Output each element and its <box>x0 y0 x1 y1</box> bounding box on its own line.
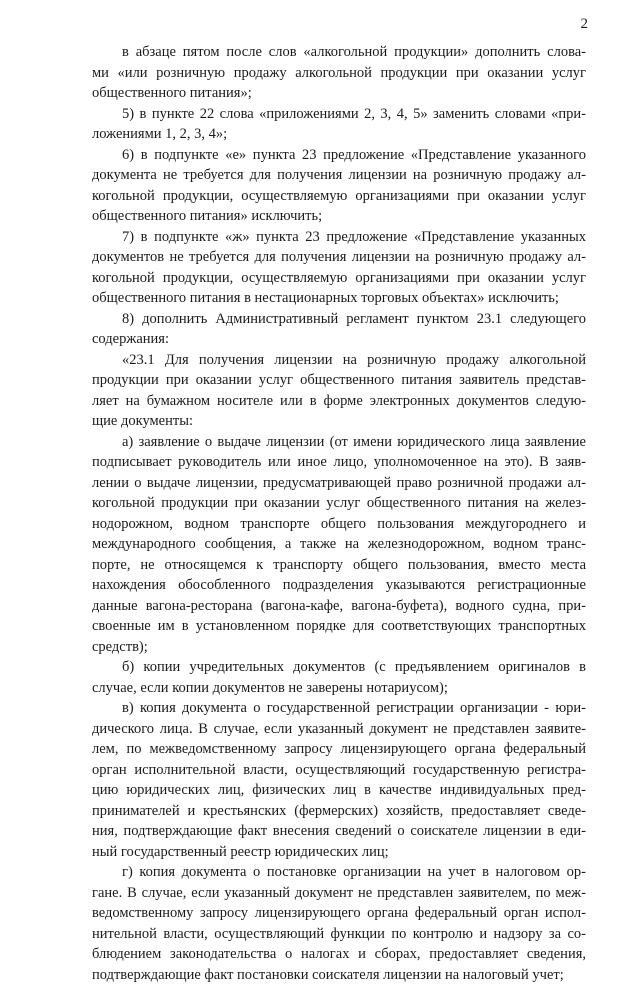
text-line: б) копии учредительных документов (с предъявлением оригиналов в <box>92 657 586 678</box>
text-line: в абзаце пятом после слов «алкогольной продукции» дополнить слова- <box>92 42 586 63</box>
text-line: в) копия документа о государственной регистрации организации - юри- <box>92 698 586 719</box>
text-line: случае, если копии документов не заверены нотариусом); <box>92 678 586 699</box>
text-line: документов не требуется для получения лицензии на розничную продажу ал- <box>92 247 586 268</box>
text-line: общественного питания»; <box>92 83 586 104</box>
text-line: гане. В случае, если указанный документ не представлен заявителем, по меж- <box>92 883 586 904</box>
paragraph <box>92 145 586 227</box>
text-line: г) копия документа о постановке организации на учет в налоговом ор- <box>92 862 586 883</box>
text-line: нахождения обособленного подразделения указываются регистрационные <box>92 575 586 596</box>
paragraph <box>92 862 586 985</box>
text-line: ляет на бумажном носителе или в форме электронных документов следую- <box>92 391 586 412</box>
text-line: данные вагона-ресторана (вагона-кафе, вагона-буфета), водного судна, при- <box>92 596 586 617</box>
text-line: содержания: <box>92 329 586 350</box>
text-line: «23.1 Для получения лицензии на розничную продажу алкогольной <box>92 350 586 371</box>
paragraph <box>92 657 586 698</box>
text-line: подтверждающие факт постановки соискателя лицензии на налоговый учет; <box>92 965 586 985</box>
text-line: 5) в пункте 22 слова «приложениями 2, 3, 4, 5» заменить словами «при- <box>92 104 586 125</box>
text-line: своенные им в установленном порядке для соответствующих транспортных <box>92 616 586 637</box>
text-line: когольной продукции, осуществляемую организациями при оказании услуг <box>92 268 586 289</box>
text-line: международного сообщения, а также на железнодорожном, водном транс- <box>92 534 586 555</box>
paragraph <box>92 698 586 862</box>
text-line: блюдением законодательства о налогах и сборах, предоставляет сведения, <box>92 944 586 965</box>
text-line: 8) дополнить Административный регламент пунктом 23.1 следующего <box>92 309 586 330</box>
text-line: ния, подтверждающие факт внесения сведений о соискателе лицензии в еди- <box>92 821 586 842</box>
text-line: щие документы: <box>92 411 586 432</box>
text-line: дического лица. В случае, если указанный документ не представлен заявите- <box>92 719 586 740</box>
document-body <box>92 42 586 985</box>
paragraph <box>92 432 586 658</box>
paragraph <box>92 104 586 145</box>
text-line: 6) в подпункте «е» пункта 23 предложение «Представление указанного <box>92 145 586 166</box>
paragraph <box>92 350 586 432</box>
page-number: 2 <box>581 16 589 33</box>
text-line: а) заявление о выдаче лицензии (от имени юридического лица заявление <box>92 432 586 453</box>
text-line: порте, не относящемся к транспорту общего пользования, вместо места <box>92 555 586 576</box>
text-line: когольной продукции при оказании услуг общественного питания на желез- <box>92 493 586 514</box>
text-line: подписывает руководитель или иное лицо, уполномоченное на это). В заяв- <box>92 452 586 473</box>
text-line: орган исполнительной власти, осуществляющий государственную регистра- <box>92 760 586 781</box>
paragraph <box>92 227 586 309</box>
text-line: когольной продукции, осуществляемую организациями при оказании услуг <box>92 186 586 207</box>
text-line: лем, по межведомственному запросу лицензирующего органа федеральный <box>92 739 586 760</box>
text-line: 7) в подпункте «ж» пункта 23 предложение «Представление указанных <box>92 227 586 248</box>
paragraph <box>92 309 586 350</box>
text-line: документа не требуется для получения лицензии на розничную продажу ал- <box>92 165 586 186</box>
text-line: средств); <box>92 637 586 658</box>
paragraph <box>92 42 586 104</box>
text-line: продукции при оказании услуг общественного питания заявитель представ- <box>92 370 586 391</box>
text-line: ложениями 1, 2, 3, 4»; <box>92 124 586 145</box>
text-line: нительной власти, осуществляющий функции по контролю и надзору за со- <box>92 924 586 945</box>
text-line: общественного питания в нестационарных торговых объектах» исключить; <box>92 288 586 309</box>
text-line: ный государственный реестр юридических лиц; <box>92 842 586 863</box>
text-line: нодорожном, водном транспорте общего пользования междугороднего и <box>92 514 586 535</box>
text-line: принимателей и крестьянских (фермерских) хозяйств, предоставляет сведе- <box>92 801 586 822</box>
text-line: ми «или розничную продажу алкогольной продукции при оказании услуг <box>92 63 586 84</box>
text-line: лении о выдаче лицензии, предусматривающей право розничной продажи ал- <box>92 473 586 494</box>
text-line: ведомственному запросу лицензирующего органа федеральный орган испол- <box>92 903 586 924</box>
text-line: общественного питания» исключить; <box>92 206 586 227</box>
text-line: цию юридических лиц, физических лиц в качестве индивидуальных пред- <box>92 780 586 801</box>
